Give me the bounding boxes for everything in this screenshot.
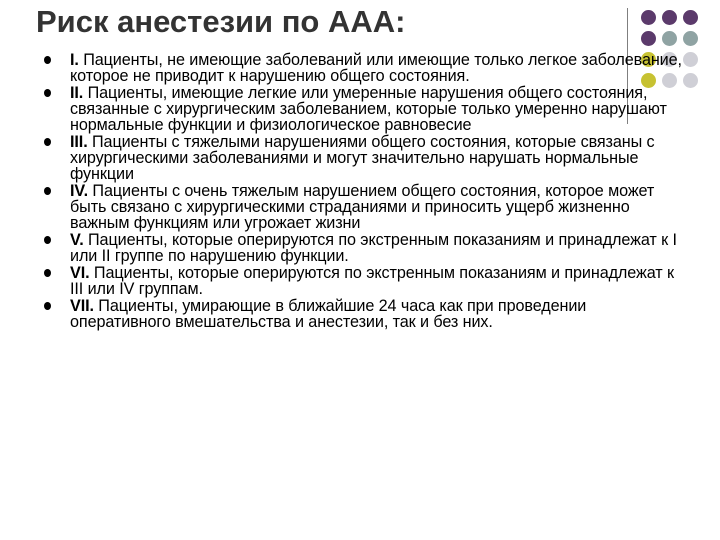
risk-class-text: Пациенты, умирающие в ближайшие 24 часа как при проведении оперативного вмешательства и анестезии, так и без них. xyxy=(70,297,587,331)
bullet-dot-icon xyxy=(44,302,51,310)
bullet-dot-icon xyxy=(44,89,51,97)
decorative-dot xyxy=(683,10,698,25)
bullet-dot-icon xyxy=(44,187,51,195)
risk-class-number: VII. xyxy=(70,297,94,315)
bullet-dot-icon xyxy=(44,236,51,244)
risk-class-number: II. xyxy=(70,84,84,102)
decorative-dot xyxy=(641,10,656,25)
decorative-dot xyxy=(683,31,698,46)
risk-class-text: Пациенты с тяжелыми нарушениями общего состояния, которые связаны с хирургическими заболеваниями и могут значительно нарушать нормальные функции xyxy=(70,133,655,183)
risk-class-number: III. xyxy=(70,133,88,151)
risk-class-number: I. xyxy=(70,51,79,69)
bullet-item xyxy=(44,232,684,264)
bullet-dot-icon xyxy=(44,56,51,64)
decorative-dot xyxy=(641,31,656,46)
decorative-dot xyxy=(683,73,698,88)
risk-class-text: Пациенты с очень тяжелым нарушением общего состояния, которое может быть связано с хирургическими страданиями и приносить ущерб жизненно важным функциям или угрожает жизни xyxy=(70,182,655,232)
risk-class-number: VI. xyxy=(70,264,90,282)
risk-class-text: Пациенты, которые оперируются по экстренным показаниям и принадлежат к III или IV группам. xyxy=(70,264,674,298)
bullet-list xyxy=(44,52,684,331)
bullet-item xyxy=(44,52,684,84)
bullet-item xyxy=(44,298,684,330)
risk-class-text: Пациенты, не имеющие заболеваний или имеющие только легкое заболевание, которое не приводит к нарушению общего состояния. xyxy=(70,51,682,85)
slide-title: Риск анестезии по ААА: xyxy=(36,4,406,39)
bullet-item xyxy=(44,85,684,133)
decorative-dot xyxy=(662,31,677,46)
risk-class-number: V. xyxy=(70,231,84,249)
bullet-dot-icon xyxy=(44,269,51,277)
risk-class-text: Пациенты, которые оперируются по экстренным показаниям и принадлежат к I или II группе по нарушению функции. xyxy=(70,231,677,265)
risk-class-number: IV. xyxy=(70,182,89,200)
risk-class-text: Пациенты, имеющие легкие или умеренные нарушения общего состояния, связанные с хирургическим заболеванием, которые только умеренно нарушают нормальные функции и физиологическое равновесие xyxy=(70,84,667,134)
bullet-dot-icon xyxy=(44,138,51,146)
bullet-item xyxy=(44,265,684,297)
decorative-dot xyxy=(683,52,698,67)
decorative-dot xyxy=(662,10,677,25)
bullet-item xyxy=(44,183,684,231)
bullet-item xyxy=(44,134,684,182)
